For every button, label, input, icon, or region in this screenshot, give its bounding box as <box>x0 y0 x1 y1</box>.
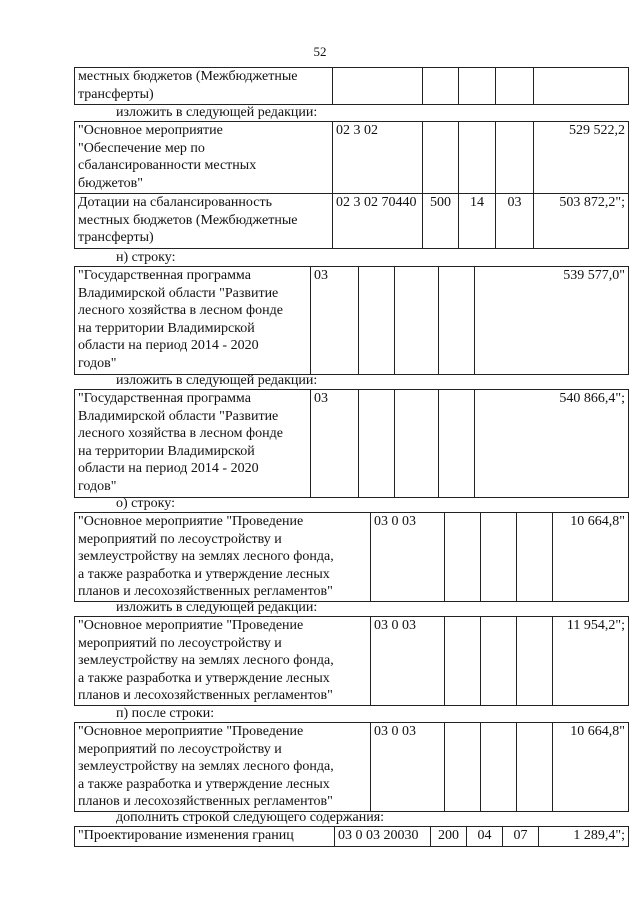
table-block-n-new <box>74 389 629 498</box>
instruction-text: п) после строки: <box>116 706 215 721</box>
table-row <box>75 723 629 812</box>
row-name: "Государственная программа Владимирской области "Развитие лесного хозяйства в лесном фонде на территории Владимирской области на период 2014 - 2020 годов" <box>75 267 311 375</box>
instruction-text: изложить в следующей редакции: <box>116 105 318 120</box>
row-sum: 1 289,4"; <box>539 827 629 847</box>
table-block-m <box>74 121 629 249</box>
page-number: 52 <box>313 44 327 59</box>
table-block-o-new <box>74 616 629 706</box>
row-sum: 11 954,2"; <box>553 617 629 706</box>
row-code: 02 3 02 70440 <box>333 194 423 249</box>
row-name: местных бюджетов (Межбюджетные трансферты) <box>75 68 333 105</box>
row-name: "Проектирование изменения границ <box>75 827 335 847</box>
row-sum: 539 577,0" <box>475 267 629 375</box>
row-name: "Основное мероприятие "Проведение мероприятий по лесоустройству и землеустройству на землях лесного фонда, а также разработка и утверждение лесных планов и лесохозяйственных регламентов" <box>75 513 371 602</box>
row-name: "Основное мероприятие "Проведение мероприятий по лесоустройству и землеустройству на землях лесного фонда, а также разработка и утверждение лесных планов и лесохозяйственных регламентов" <box>75 617 371 706</box>
row-name: Дотации на сбалансированность местных бюджетов (Межбюджетные трансферты) <box>75 194 333 249</box>
table-row <box>75 513 629 602</box>
instruction-text: н) строку: <box>116 250 176 265</box>
instruction-text: дополнить строкой следующего содержания: <box>116 810 385 825</box>
instruction-text: изложить в следующей редакции: <box>116 373 318 388</box>
table-block-p <box>74 722 629 812</box>
row-name: "Государственная программа Владимирской области "Развитие лесного хозяйства в лесном фонде на территории Владимирской области на период 2014 - 2020 годов" <box>75 390 311 498</box>
table-row <box>75 390 629 498</box>
table-row <box>75 827 629 847</box>
table-row <box>75 267 629 375</box>
row-vr: 200 <box>431 827 467 847</box>
table-block-last <box>74 826 629 847</box>
row-name: "Основное мероприятие "Обеспечение мер по сбалансированности местных бюджетов" <box>75 122 333 194</box>
row-code: 03 0 03 <box>371 617 445 706</box>
table-top-fragment <box>74 67 629 105</box>
row-name: "Основное мероприятие "Проведение мероприятий по лесоустройству и землеустройству на землях лесного фонда, а также разработка и утверждение лесных планов и лесохозяйственных регламентов" <box>75 723 371 812</box>
row-vr: 500 <box>423 194 459 249</box>
table-row <box>75 68 629 105</box>
row-rz: 04 <box>467 827 503 847</box>
row-code: 03 <box>311 267 359 375</box>
row-pr: 03 <box>496 194 534 249</box>
table-row <box>75 194 629 249</box>
row-pr: 07 <box>503 827 539 847</box>
row-rz: 14 <box>459 194 496 249</box>
row-sum: 10 664,8" <box>553 723 629 812</box>
row-code: 03 0 03 <box>371 513 445 602</box>
instruction-text: изложить в следующей редакции: <box>116 600 318 615</box>
table-row <box>75 617 629 706</box>
table-block-o-old <box>74 512 629 602</box>
row-sum: 503 872,2"; <box>534 194 629 249</box>
row-code: 02 3 02 <box>333 122 423 194</box>
row-sum: 540 866,4"; <box>475 390 629 498</box>
table-block-n-old <box>74 266 629 375</box>
row-code: 03 <box>311 390 359 498</box>
row-sum: 529 522,2 <box>534 122 629 194</box>
table-row <box>75 122 629 194</box>
row-code: 03 0 03 <box>371 723 445 812</box>
row-code: 03 0 03 20030 <box>335 827 431 847</box>
row-sum: 10 664,8" <box>553 513 629 602</box>
instruction-text: о) строку: <box>116 496 175 511</box>
